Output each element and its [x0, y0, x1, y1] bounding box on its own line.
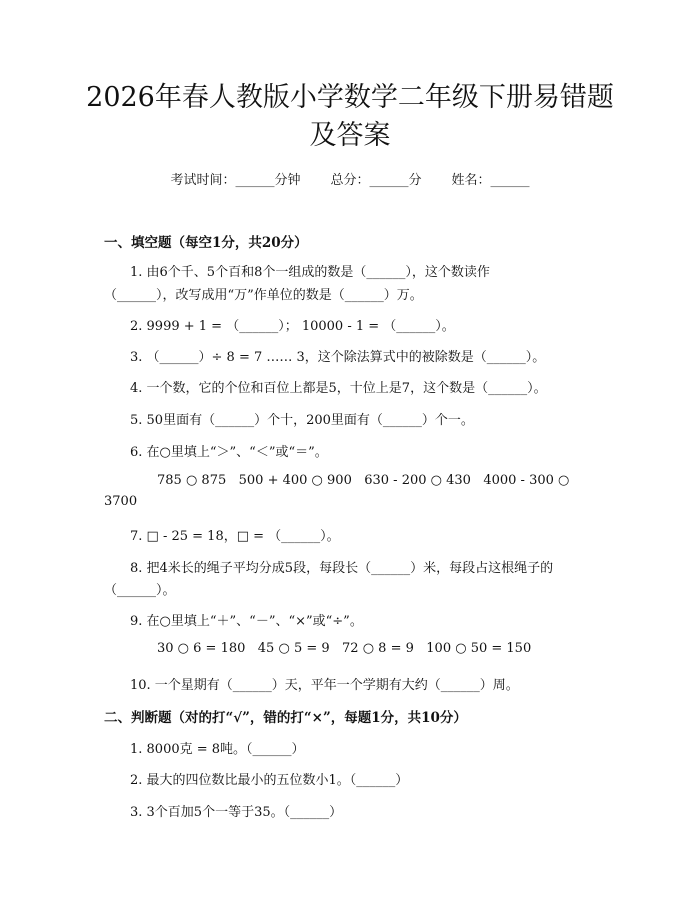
- question-7: 7. □ - 25 = 18，□ = （______）。: [130, 529, 340, 544]
- document-title-line1: 2026年春人教版小学数学二年级下册易错题: [86, 82, 614, 113]
- question-10: 10. 一个星期有（______）天，平年一个学期有大约（______）周。: [130, 678, 519, 693]
- question-8-line1: 8. 把4米长的绳子平均分成5段，每段长（______）米，每段占这根绳子的: [130, 561, 554, 576]
- question-6: 6. 在○里填上“＞”、“＜”或“＝”。: [130, 445, 328, 460]
- student-name: 姓名：______: [451, 173, 530, 188]
- judge-question-3: 3. 3个百加5个一等于35。（______）: [130, 805, 343, 820]
- question-3: 3. （______）÷ 8 = 7 …… 3，这个除法算式中的被除数是（______）。: [130, 350, 546, 365]
- total-score: 总分：______分: [330, 173, 422, 188]
- question-6-comparisons: 785 ○ 875 500 + 400 ○ 900 630 - 200 ○ 430 4000 - 300 ○: [157, 473, 570, 488]
- question-5: 5. 50里面有（______）个十，200里面有（______）个一。: [130, 413, 474, 428]
- question-9: 9. 在○里填上“＋”、“－”、“×”或“÷”。: [130, 614, 363, 629]
- judge-question-2: 2. 最大的四位数比最小的五位数小1。（______）: [130, 773, 409, 788]
- exam-time: 考试时间：______分钟: [170, 173, 301, 188]
- question-2: 2. 9999 + 1 = （______）； 10000 - 1 = （______）。: [130, 319, 455, 334]
- judge-question-1: 1. 8000克 = 8吨。（______）: [130, 742, 305, 757]
- exam-meta: [0, 169, 700, 188]
- question-6-comparisons-wrap: 3700: [104, 494, 138, 509]
- question-1-line1: 1. 由6个千、5个百和8个一组成的数是（______），这个数读作: [130, 265, 490, 280]
- question-8-line2: （______）。: [104, 583, 176, 598]
- section-heading-true-false: 二、判断题（对的打“√”，错的打“×”，每题1分，共10分）: [104, 710, 467, 726]
- document-title-line2: 及答案: [309, 120, 391, 151]
- question-4: 4. 一个数，它的个位和百位上都是5，十位上是7，这个数是（______）。: [130, 381, 547, 396]
- section-heading-fill-in: 一、填空题（每空1分，共20分）: [104, 235, 308, 251]
- question-9-operations: 30 ○ 6 = 180 45 ○ 5 = 9 72 ○ 8 = 9 100 ○ 50 = 150: [157, 641, 532, 656]
- question-1-line2: （______），改写成用“万”作单位的数是（______）万。: [104, 288, 423, 303]
